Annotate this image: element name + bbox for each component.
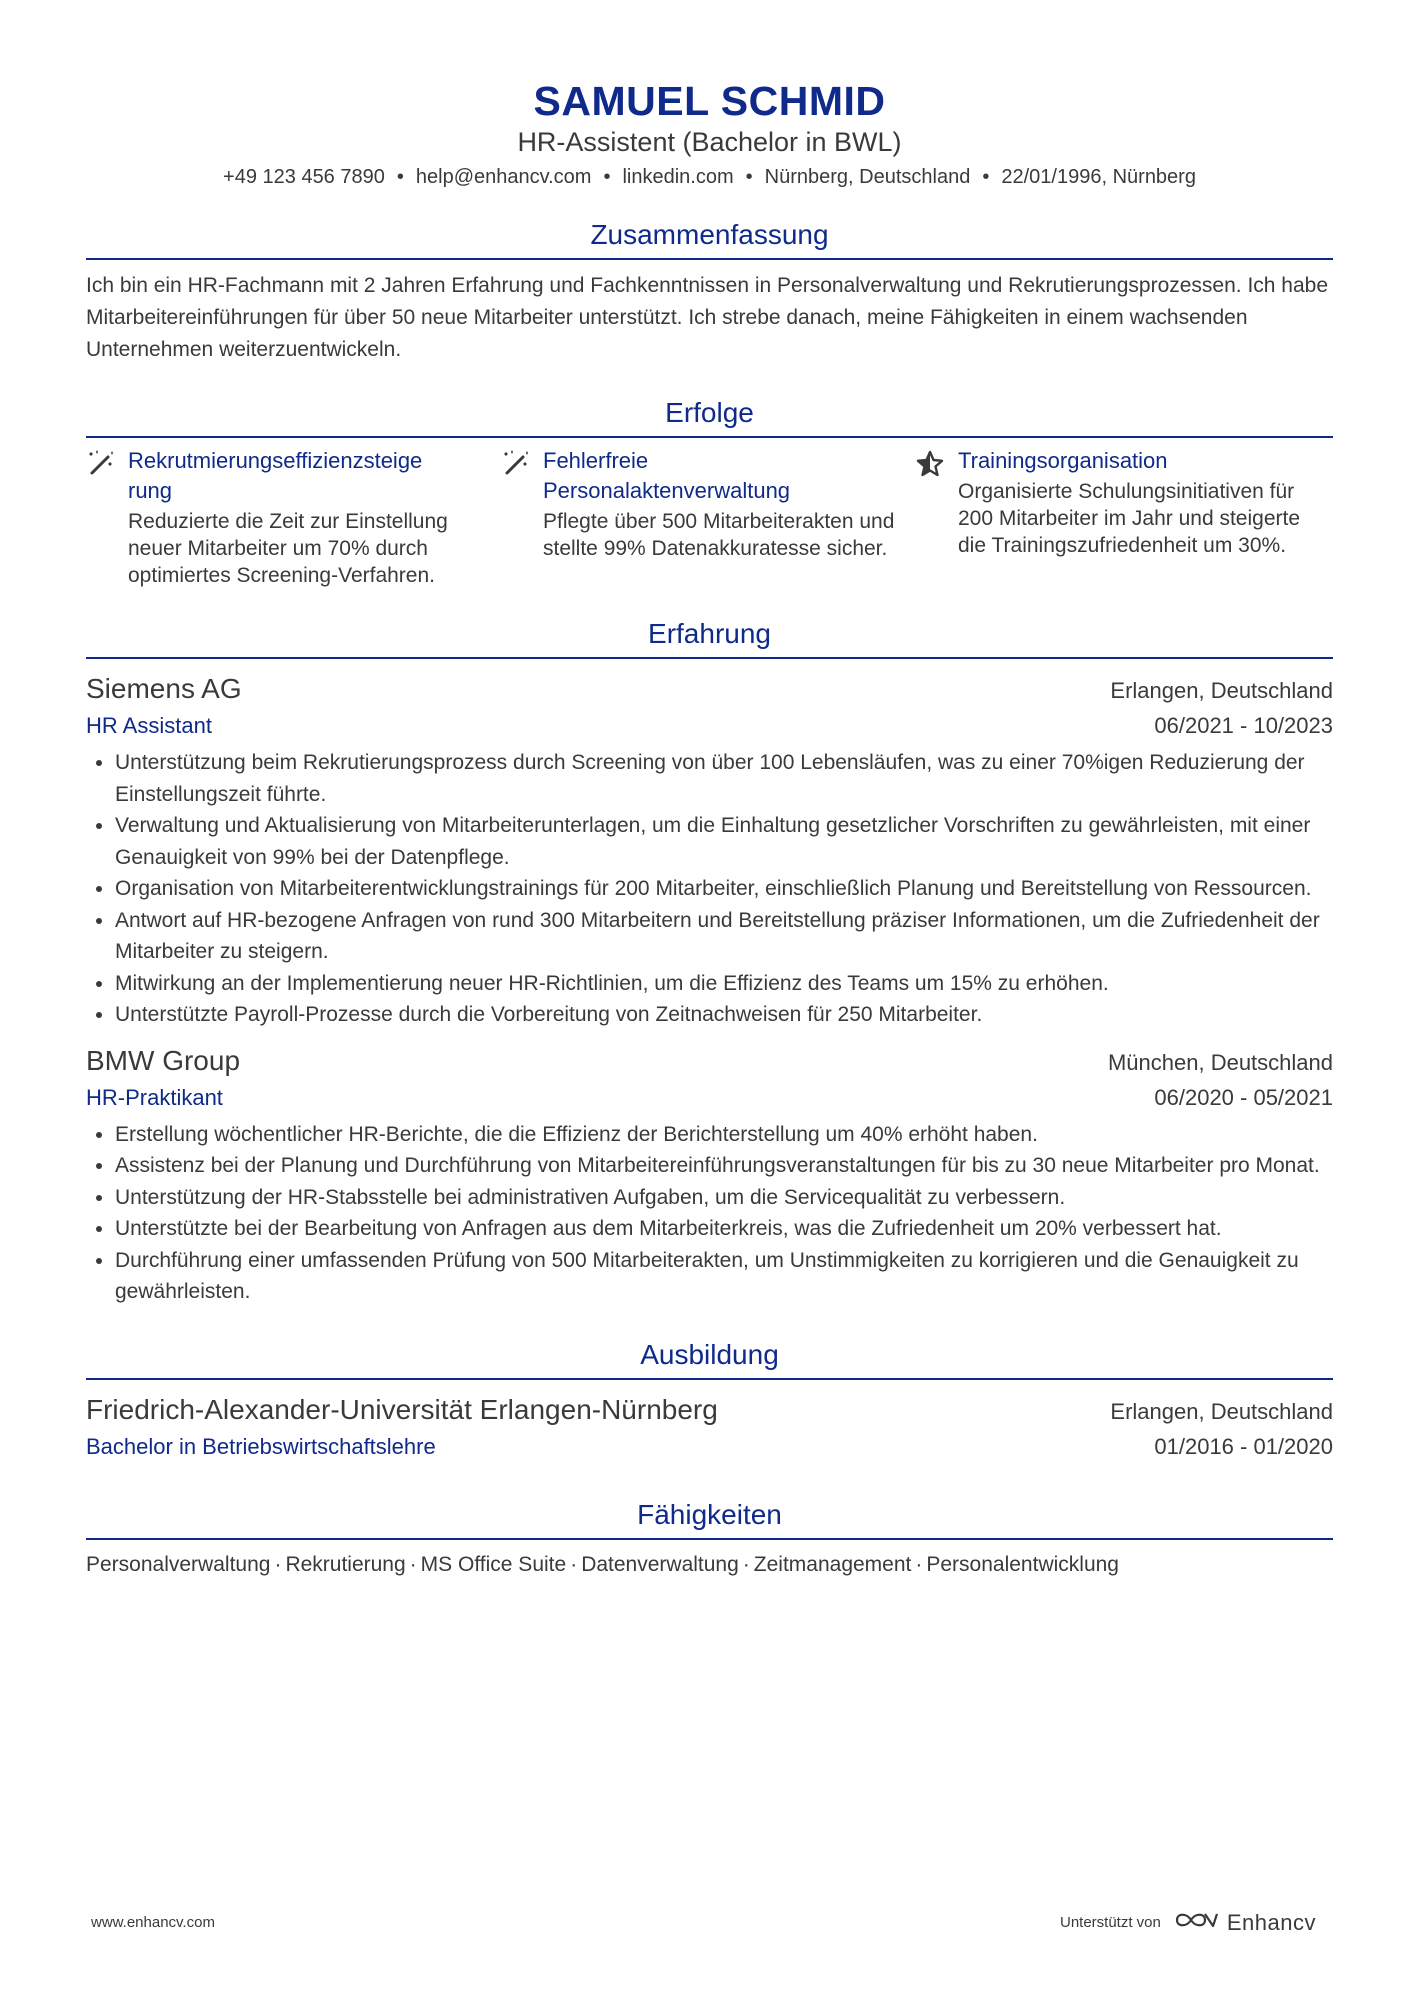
bullet-item: • Unterstützung beim Rekrutierungsprozess durch Screening von über 100 Lebensläufen, was zu einer 70%igen Reduzierung der Einstellungszeit führte.	[115, 747, 1333, 810]
skill-item: Rekrutierung	[285, 1552, 406, 1576]
separator-dot: ·	[742, 1552, 750, 1576]
achievement-description: Pflegte über 500 Mitarbeiterakten und stellte 99% Datenakkuratesse sicher.	[543, 510, 895, 560]
phone: +49 123 456 7890	[223, 166, 385, 188]
bullet-item: • Verwaltung und Aktualisierung von Mitarbeiterunterlagen, um die Einhaltung gesetzlicher Vorschriften zu gewährleisten, mit einer Genauigkeit von 99% bei der Datenpflege.	[115, 810, 1333, 873]
separator-dot: ·	[915, 1552, 923, 1576]
separator-dot: •	[603, 166, 611, 188]
achievement-item	[916, 446, 1331, 589]
degree: Bachelor in Betriebswirtschaftslehre	[86, 1433, 436, 1459]
separator-dot: ·	[570, 1552, 578, 1576]
bullet-item: • Durchführung einer umfassenden Prüfung von 500 Mitarbeiterakten, um Unstimmigkeiten zu korrigieren und die Genauigkeit zu gewährleisten.	[115, 1245, 1333, 1308]
separator-dot: ·	[274, 1552, 282, 1576]
company-name: Siemens AG	[86, 673, 242, 704]
wand-icon	[501, 446, 543, 589]
star-icon	[916, 446, 958, 589]
school-name: Friedrich-Alexander-Universität Erlangen-Nürnberg	[86, 1393, 718, 1425]
job-role: HR Assistant	[86, 713, 212, 738]
powered-by-label: Unterstützt von	[1059, 1914, 1161, 1931]
job-role: HR-Praktikant	[86, 1084, 223, 1110]
birth-info: 22/01/1996, Nürnberg	[1001, 166, 1196, 188]
education-dates: 01/2016 - 01/2020	[1154, 1433, 1333, 1459]
job-bullets	[86, 1119, 1333, 1308]
email-link[interactable]: help@enhancv.com	[415, 166, 592, 188]
skills-list	[86, 1550, 1333, 1580]
separator-dot: ·	[409, 1552, 417, 1576]
separator-dot: •	[396, 166, 404, 188]
skills-section	[86, 1498, 1333, 1580]
job-dates: 06/2020 - 05/2021	[1154, 1084, 1333, 1110]
candidate-title: HR-Assistent (Bachelor in BWL)	[517, 127, 902, 157]
experience-section	[86, 617, 1333, 1308]
section-heading: Ausbildung	[640, 1338, 779, 1370]
achievement-title: Rekrutmierungseffizienzsteige rung	[128, 448, 423, 503]
bullet-item: • Unterstützte Payroll-Prozesse durch die Vorbereitung von Zeitnachweisen für 250 Mitarbeiter.	[115, 999, 1333, 1031]
separator-dot: •	[745, 166, 753, 188]
bullet-item: • Assistenz bei der Planung und Durchführung von Mitarbeitereinführungsveranstaltungen für bis zu 30 neue Mitarbeiter pro Monat.	[115, 1150, 1333, 1182]
contact-line	[86, 164, 1333, 190]
section-heading: Erfahrung	[648, 618, 771, 649]
job-location: Erlangen, Deutschland	[1110, 678, 1333, 703]
company-name: BMW Group	[86, 1044, 241, 1076]
school-location: Erlangen, Deutschland	[1110, 1398, 1333, 1424]
achievement-title: Fehlerfreie Personalaktenverwaltung	[543, 448, 791, 503]
separator-dot: •	[982, 166, 990, 188]
wand-icon	[86, 446, 128, 589]
section-divider	[86, 436, 1333, 438]
job-entry	[86, 671, 1333, 1031]
section-divider	[86, 258, 1333, 260]
enhancv-logo-icon	[1173, 1908, 1219, 1937]
resume-page	[86, 0, 1333, 1580]
skill-item: MS Office Suite	[420, 1552, 567, 1576]
linkedin-link[interactable]: linkedin.com	[622, 166, 734, 188]
section-heading: Fähigkeiten	[637, 1498, 782, 1530]
achievement-description: Organisierte Schulungsinitiativen für 200 Mitarbeiter im Jahr und steigerte die Trainingszufriedenheit um 30%.	[958, 480, 1300, 557]
section-divider	[86, 1538, 1333, 1540]
job-location: München, Deutschland	[1107, 1049, 1333, 1075]
bullet-item: • Organisation von Mitarbeiterentwicklungstrainings für 200 Mitarbeiter, einschließlich Planung und Bereitstellung von Ressourcen.	[115, 873, 1333, 905]
resume-header	[86, 0, 1333, 190]
job-bullets	[86, 747, 1333, 1031]
powered-by	[1060, 1908, 1316, 1937]
skill-item: Personalverwaltung	[86, 1552, 271, 1576]
achievements-list	[86, 446, 1333, 589]
candidate-name: SAMUEL SCHMID	[533, 78, 886, 124]
achievement-title: Trainingsorganisation	[958, 448, 1168, 473]
bullet-item: • Mitwirkung an der Implementierung neuer HR-Richtlinien, um die Effizienz des Teams um 15% zu erhöhen.	[115, 968, 1333, 1000]
section-heading: Erfolge	[665, 397, 754, 428]
education-section	[86, 1338, 1333, 1464]
skill-item: Datenverwaltung	[581, 1552, 739, 1576]
brand-name: Enhancv	[1226, 1909, 1316, 1935]
achievement-item	[86, 446, 501, 589]
section-heading: Zusammenfassung	[590, 219, 829, 250]
section-divider	[86, 1378, 1333, 1380]
job-dates: 06/2021 - 10/2023	[1154, 713, 1333, 738]
summary-section	[86, 218, 1333, 366]
job-entry	[86, 1043, 1333, 1308]
bullet-item: • Antwort auf HR-bezogene Anfragen von rund 300 Mitarbeitern und Bereitstellung präziser Informationen, um die Zufriedenheit der Mitarbeiter zu steigern.	[115, 905, 1333, 968]
bullet-item: • Unterstützung der HR-Stabsstelle bei administrativen Aufgaben, um die Servicequalität zu verbessern.	[115, 1182, 1333, 1214]
education-entry	[86, 1392, 1333, 1464]
location: Nürnberg, Deutschland	[764, 166, 971, 188]
achievements-section	[86, 396, 1333, 589]
bullet-item: • Unterstützte bei der Bearbeitung von Anfragen aus dem Mitarbeiterkreis, was die Zufriedenheit um 20% verbessert hat.	[115, 1213, 1333, 1245]
footer-website-link[interactable]: www.enhancv.com	[91, 1914, 215, 1931]
bullet-item: • Erstellung wöchentlicher HR-Berichte, die die Effizienz der Berichterstellung um 40% erhöht haben.	[115, 1119, 1333, 1151]
achievement-description: Reduzierte die Zeit zur Einstellung neuer Mitarbeiter um 70% durch optimiertes Screening-Verfahren.	[128, 510, 448, 587]
achievement-item	[501, 446, 916, 589]
skill-item: Personalentwicklung	[926, 1552, 1119, 1576]
skill-item: Zeitmanagement	[753, 1552, 912, 1576]
summary-text: Ich bin ein HR-Fachmann mit 2 Jahren Erfahrung und Fachkenntnissen in Personalverwaltung und Rekrutierungsprozessen. Ich habe Mitarbeitereinführungen für über 50 neue Mitarbeiter unterstützt. Ich strebe danach, meine Fähigkeiten in einem wachsenden Unternehmen weiterzuentwickeln.	[86, 274, 1329, 361]
section-divider	[86, 657, 1333, 659]
